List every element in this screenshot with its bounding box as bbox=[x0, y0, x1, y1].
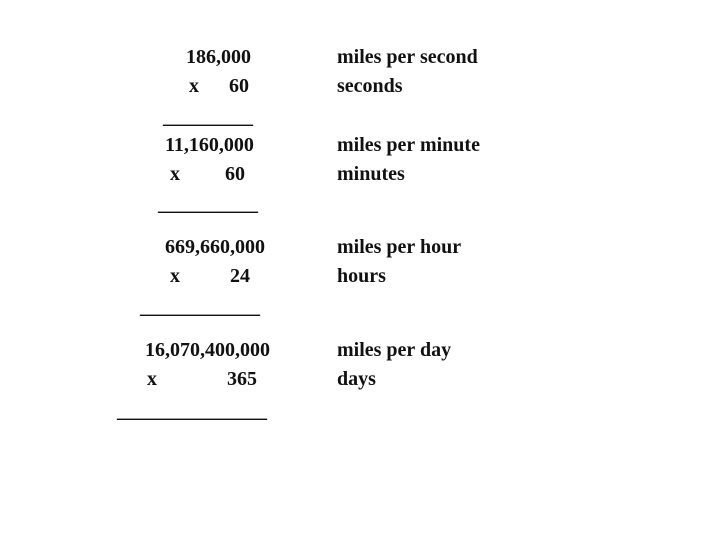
label-days: days bbox=[337, 368, 376, 390]
value-miles-per-minute: 11,160,000 bbox=[165, 134, 254, 156]
label-hours: hours bbox=[337, 265, 386, 287]
multiplier-minutes: x 60 bbox=[170, 163, 245, 185]
multiplier-hours: x 24 bbox=[170, 265, 250, 287]
value-miles-per-day: 16,070,400,000 bbox=[145, 339, 270, 361]
rule-2: __________ bbox=[158, 193, 258, 215]
multiplier-days: x 365 bbox=[147, 368, 257, 390]
multiplier-seconds: x 60 bbox=[189, 75, 249, 97]
rule-1: _________ bbox=[163, 106, 253, 128]
rule-3: ____________ bbox=[140, 296, 260, 318]
value-miles-per-hour: 669,660,000 bbox=[165, 236, 265, 258]
label-miles-per-second: miles per second bbox=[337, 46, 478, 68]
label-miles-per-hour: miles per hour bbox=[337, 236, 462, 258]
label-minutes: minutes bbox=[337, 163, 405, 185]
label-miles-per-day: miles per day bbox=[337, 339, 452, 361]
label-seconds: seconds bbox=[337, 75, 403, 97]
value-miles-per-second: 186,000 bbox=[186, 46, 251, 68]
label-miles-per-minute: miles per minute bbox=[337, 134, 480, 156]
rule-4: _______________ bbox=[117, 400, 267, 422]
